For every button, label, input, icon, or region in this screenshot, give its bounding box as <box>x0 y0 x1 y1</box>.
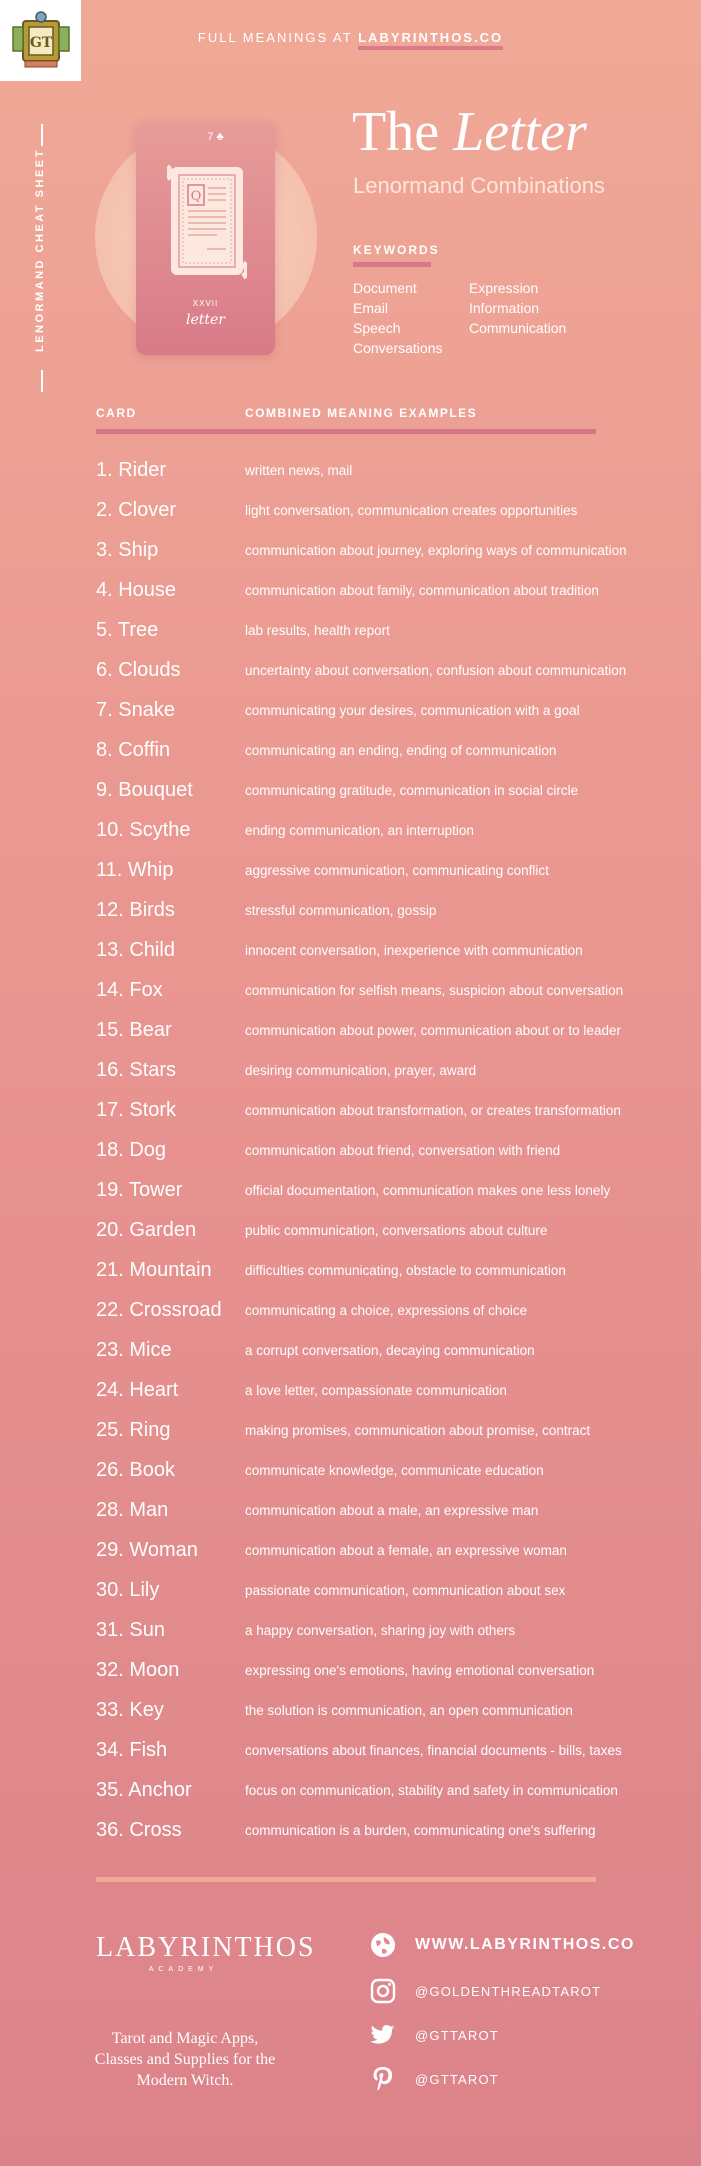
table-row <box>96 1050 696 1090</box>
row-meaning: communicating your desires, communication with a goal <box>245 702 580 718</box>
row-card-name: 21. Mountain <box>96 1258 212 1281</box>
keywords-underline <box>353 262 431 267</box>
row-card-name: 15. Bear <box>96 1018 172 1041</box>
footer-brand[interactable]: LABYRINTHOS <box>96 1932 316 1963</box>
table-row <box>96 1210 696 1250</box>
table-row <box>96 1530 696 1570</box>
table-row <box>96 1010 696 1050</box>
sidebar-line-bottom <box>41 370 43 392</box>
row-meaning: difficulties communicating, obstacle to communication <box>245 1262 566 1278</box>
row-meaning: lab results, health report <box>245 622 390 638</box>
row-card-name: 6. Clouds <box>96 658 181 681</box>
row-meaning: communication about a male, an expressive man <box>245 1502 539 1518</box>
table-header-divider <box>96 429 596 434</box>
table-row <box>96 730 696 770</box>
table-row <box>96 570 696 610</box>
table-row <box>96 490 696 530</box>
social-label[interactable]: @GTTAROT <box>415 2027 499 2043</box>
svg-text:Q: Q <box>190 189 202 204</box>
table-row <box>96 1570 696 1610</box>
row-card-name: 14. Fox <box>96 978 163 1001</box>
keyword-item: Speech <box>353 320 401 336</box>
table-row <box>96 850 696 890</box>
table-row <box>96 970 696 1010</box>
table-row <box>96 610 696 650</box>
social-label[interactable]: @GTTAROT <box>415 2071 499 2087</box>
header-link[interactable] <box>0 30 701 45</box>
row-card-name: 9. Bouquet <box>96 778 193 801</box>
pinterest-icon <box>368 2064 398 2094</box>
row-card-name: 24. Heart <box>96 1378 179 1401</box>
row-card-name: 8. Coffin <box>96 738 171 761</box>
row-card-name: 4. House <box>96 578 177 601</box>
row-meaning: communicate knowledge, communicate education <box>245 1462 544 1478</box>
table-row <box>96 1330 696 1370</box>
keyword-item: Document <box>353 280 417 296</box>
footer-brand-sub: ACADEMY <box>148 1966 219 1973</box>
row-meaning: the solution is communication, an open communication <box>245 1702 573 1718</box>
row-meaning: communication about power, communication about or to leader <box>245 1022 621 1038</box>
row-card-name: 20. Garden <box>96 1218 197 1241</box>
keyword-item: Email <box>353 300 389 316</box>
sidebar-label: LENORMAND CHEAT SHEET <box>34 148 46 352</box>
social-label[interactable]: @GOLDENTHREADTAROT <box>415 1983 602 1999</box>
row-card-name: 3. Ship <box>96 538 159 561</box>
card-roman-numeral: XXVII <box>192 299 219 308</box>
table-row <box>96 1810 696 1850</box>
sidebar-line-top <box>41 124 43 146</box>
row-card-name: 1. Rider <box>96 458 167 481</box>
social-instagram[interactable] <box>368 1976 601 2006</box>
row-meaning: stressful communication, gossip <box>245 902 437 918</box>
footer-tagline: Tarot and Magic Apps, Classes and Supplies for the Modern Witch. <box>94 2030 276 2089</box>
row-meaning: a happy conversation, sharing joy with others <box>245 1622 516 1638</box>
table-row <box>96 1690 696 1730</box>
card-number: 7 ♣ <box>207 131 224 143</box>
table-header-meaning: COMBINED MEANING EXAMPLES <box>245 406 478 420</box>
header-site-link[interactable]: LABYRINTHOS.CO <box>358 30 503 50</box>
row-meaning: desiring communication, prayer, award <box>245 1062 477 1078</box>
row-meaning: passionate communication, communication about sex <box>245 1582 566 1598</box>
keywords-col1 <box>353 278 443 358</box>
row-card-name: 32. Moon <box>96 1658 180 1681</box>
letter-card <box>136 121 275 355</box>
row-meaning: communication for selfish means, suspicion about conversation <box>245 982 624 998</box>
table-row <box>96 1450 696 1490</box>
row-meaning: communication about friend, conversation with friend <box>245 1142 561 1158</box>
table-row <box>96 530 696 570</box>
row-meaning: a love letter, compassionate communication <box>245 1382 507 1398</box>
keywords-col2 <box>469 278 566 338</box>
table-row <box>96 690 696 730</box>
twitter-icon <box>368 2020 398 2050</box>
row-meaning: communication about a female, an expressive woman <box>245 1542 567 1558</box>
row-card-name: 10. Scythe <box>96 818 191 841</box>
table-row <box>96 810 696 850</box>
table-row <box>96 1370 696 1410</box>
row-card-name: 36. Cross <box>96 1818 182 1841</box>
keyword-item: Communication <box>469 320 567 336</box>
header-prefix: FULL MEANINGS AT <box>197 30 353 45</box>
row-card-name: 7. Snake <box>96 698 175 721</box>
social-label[interactable]: WWW.LABYRINTHOS.CO <box>415 1936 635 1953</box>
row-card-name: 34. Fish <box>96 1738 168 1761</box>
row-meaning: communicating an ending, ending of communication <box>245 742 557 758</box>
social-pinterest[interactable] <box>368 2064 499 2094</box>
keywords-heading: KEYWORDS <box>353 243 440 257</box>
table-row <box>96 450 696 490</box>
row-card-name: 16. Stars <box>96 1058 177 1081</box>
row-meaning: communication about family, communication about tradition <box>245 582 599 598</box>
social-twitter[interactable] <box>368 2020 499 2050</box>
globe-icon <box>368 1930 398 1960</box>
page-title <box>352 100 587 164</box>
row-meaning: communicating a choice, expressions of choice <box>245 1302 528 1318</box>
keyword-item: Expression <box>469 280 539 296</box>
title-prefix: The <box>352 101 440 163</box>
page-subtitle: Lenormand Combinations <box>353 173 605 198</box>
row-meaning: communicating gratitude, communication in social circle <box>245 782 579 798</box>
row-card-name: 31. Sun <box>96 1618 165 1641</box>
table-row <box>96 1730 696 1770</box>
row-meaning: communication about transformation, or creates transformation <box>245 1102 621 1118</box>
svg-text:GT: GT <box>29 34 52 51</box>
row-meaning: communication is a burden, communicating one's suffering <box>245 1822 596 1838</box>
row-meaning: written news, mail <box>245 462 353 478</box>
row-card-name: 23. Mice <box>96 1338 172 1361</box>
table-row <box>96 770 696 810</box>
row-card-name: 19. Tower <box>96 1178 183 1201</box>
row-card-name: 33. Key <box>96 1698 164 1721</box>
footer-divider <box>96 1877 596 1882</box>
table-row <box>96 1770 696 1810</box>
row-card-name: 17. Stork <box>96 1098 177 1121</box>
row-card-name: 28. Man <box>96 1498 169 1521</box>
row-card-name: 13. Child <box>96 938 175 961</box>
row-card-name: 35. Anchor <box>96 1778 192 1801</box>
row-card-name: 11. Whip <box>96 858 174 881</box>
table-row <box>96 930 696 970</box>
row-meaning: a corrupt conversation, decaying communication <box>245 1342 535 1358</box>
row-meaning: ending communication, an interruption <box>245 822 474 838</box>
row-card-name: 5. Tree <box>96 618 159 641</box>
row-meaning: public communication, conversations about culture <box>245 1222 548 1238</box>
row-card-name: 2. Clover <box>96 498 177 521</box>
row-meaning: focus on communication, stability and safety in communication <box>245 1782 618 1798</box>
table-header-card: CARD <box>96 406 137 420</box>
combination-table <box>96 450 696 1850</box>
keyword-item: Information <box>469 300 540 316</box>
card-name: letter <box>186 312 225 328</box>
row-meaning: communication about journey, exploring ways of communication <box>245 542 627 558</box>
row-card-name: 26. Book <box>96 1458 175 1481</box>
row-meaning: official documentation, communication makes one less lonely <box>245 1182 611 1198</box>
table-row <box>96 1490 696 1530</box>
row-card-name: 30. Lily <box>96 1578 160 1601</box>
row-card-name: 22. Crossroad <box>96 1298 222 1321</box>
table-row <box>96 1090 696 1130</box>
row-card-name: 25. Ring <box>96 1418 171 1441</box>
table-row <box>96 1650 696 1690</box>
table-row <box>96 1610 696 1650</box>
table-row <box>96 1410 696 1450</box>
row-meaning: light conversation, communication creates opportunities <box>245 502 578 518</box>
title-emphasis: Letter <box>453 101 587 163</box>
row-meaning: conversations about finances, financial documents - bills, taxes <box>245 1742 622 1758</box>
keyword-item: Conversations <box>353 340 443 356</box>
social-website[interactable] <box>368 1930 635 1960</box>
row-meaning: aggressive communication, communicating conflict <box>245 862 549 878</box>
instagram-icon <box>368 1976 398 2006</box>
row-card-name: 18. Dog <box>96 1138 167 1161</box>
table-row <box>96 1290 696 1330</box>
row-meaning: innocent conversation, inexperience with communication <box>245 942 583 958</box>
table-row <box>96 1250 696 1290</box>
row-meaning: making promises, communication about promise, contract <box>245 1422 591 1438</box>
table-row <box>96 650 696 690</box>
table-row <box>96 890 696 930</box>
table-row <box>96 1130 696 1170</box>
row-meaning: expressing one's emotions, having emotional conversation <box>245 1662 595 1678</box>
row-meaning: uncertainty about conversation, confusion about communication <box>245 662 627 678</box>
row-card-name: 29. Woman <box>96 1538 198 1561</box>
letter-scroll-icon <box>167 161 247 281</box>
row-card-name: 12. Birds <box>96 898 175 921</box>
table-row <box>96 1170 696 1210</box>
